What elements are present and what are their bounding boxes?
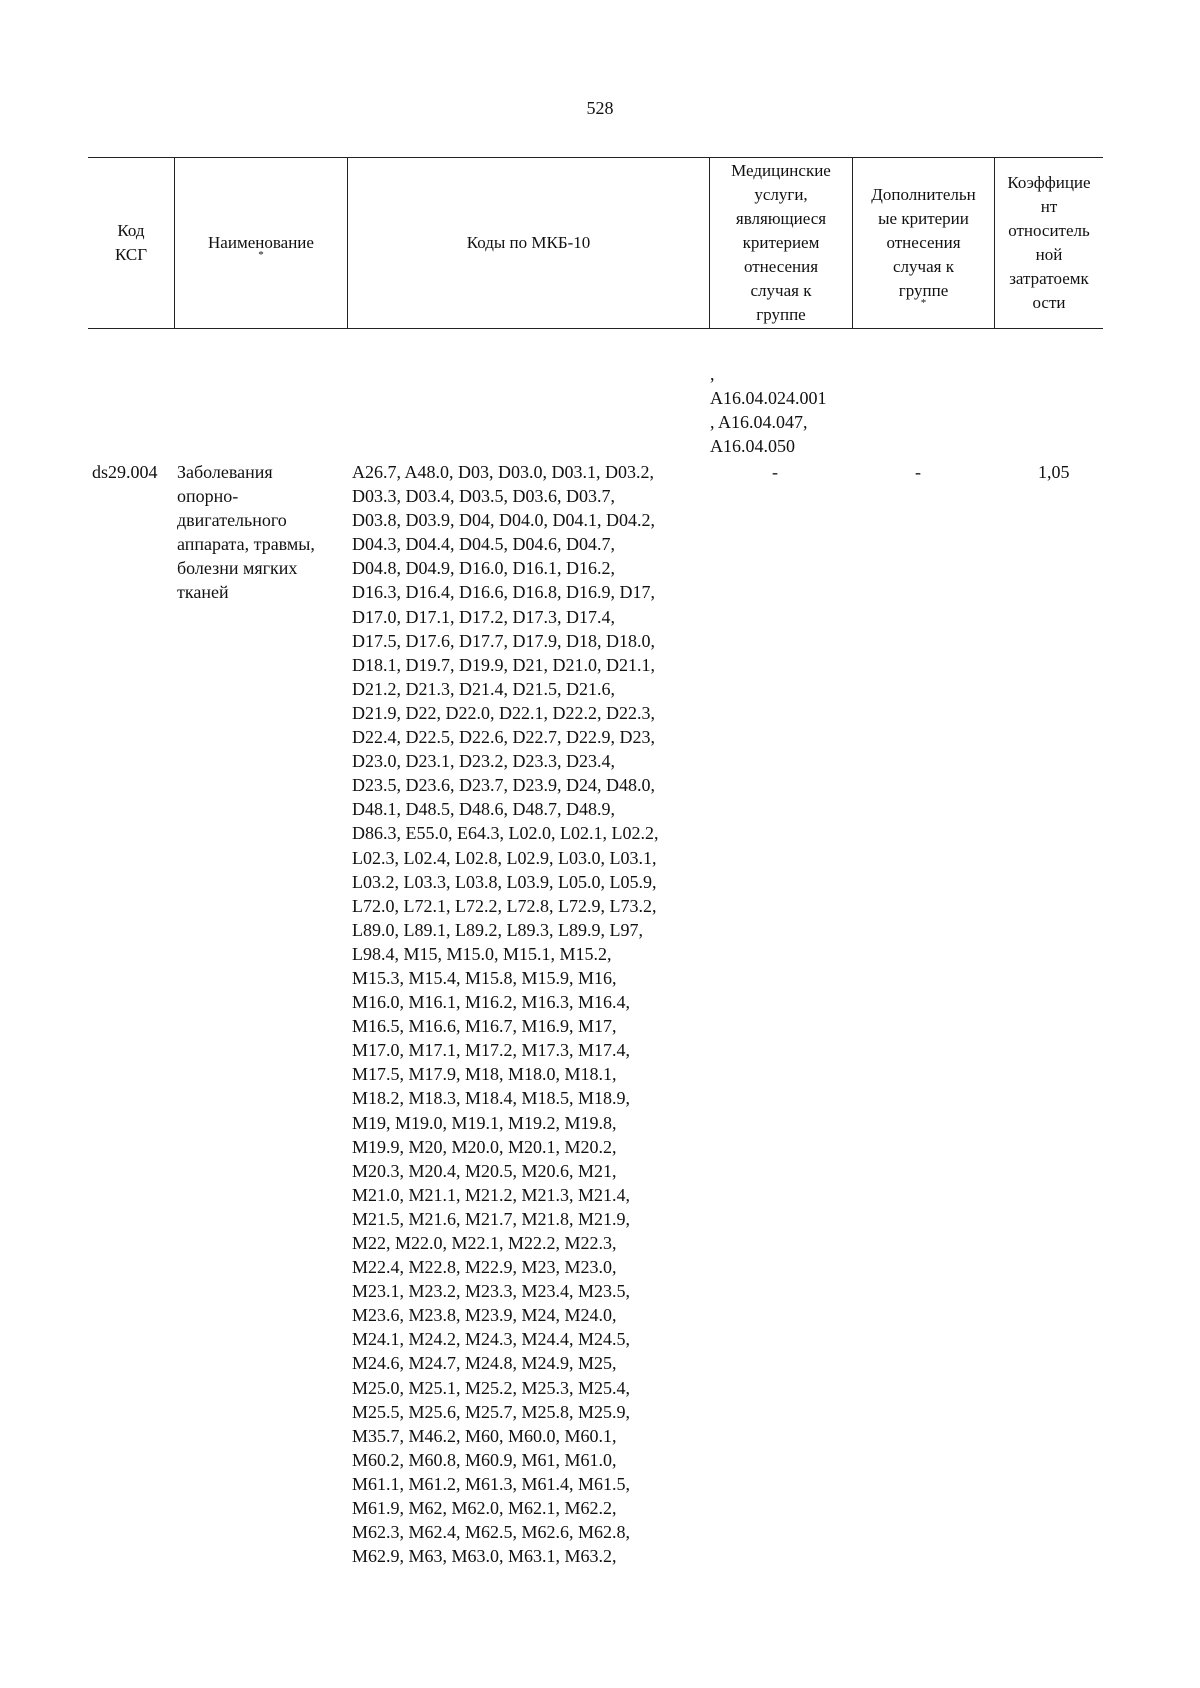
page-number: 528 bbox=[586, 98, 614, 118]
icd10-code-line: M62.3, M62.4, M62.5, M62.6, M62.8, bbox=[352, 1522, 631, 1543]
services-continuation bbox=[710, 362, 827, 458]
icd10-code-line: D03.3, D03.4, D03.5, D03.6, D03.7, bbox=[352, 486, 615, 507]
icd10-code-line: M61.1, M61.2, M61.3, M61.4, M61.5, bbox=[352, 1473, 631, 1494]
header-coefficient-line: ости bbox=[1032, 293, 1066, 312]
row-icd10-codes bbox=[352, 460, 658, 1568]
icd10-code-line: M17.5, M17.9, M18, M18.0, M18.1, bbox=[352, 1064, 617, 1085]
icd10-code-line: M61.9, M62, M62.0, M62.1, M62.2, bbox=[352, 1498, 617, 1519]
icd10-code-line: D23.5, D23.6, D23.7, D23.9, D24, D48.0, bbox=[352, 775, 655, 796]
header-additional-line: ые критерии bbox=[878, 209, 969, 228]
header-coefficient-line: ной bbox=[1035, 245, 1063, 264]
header-services-line: являющиеся bbox=[735, 209, 827, 228]
icd10-code-line: M15.3, M15.4, M15.8, M15.9, M16, bbox=[352, 967, 617, 988]
icd10-code-line: D16.3, D16.4, D16.6, D16.8, D16.9, D17, bbox=[352, 582, 655, 603]
icd10-code-line: M23.1, M23.2, M23.3, M23.4, M23.5, bbox=[352, 1281, 631, 1302]
icd10-code-line: M21.5, M21.6, M21.7, M21.8, M21.9, bbox=[352, 1208, 631, 1229]
icd10-code-line: M60.2, M60.8, M60.9, M61, M61.0, bbox=[352, 1449, 617, 1470]
header-services-line: критерием bbox=[742, 233, 820, 252]
header-services-line: отнесения bbox=[743, 257, 819, 276]
icd10-code-line: M23.6, M23.8, M23.9, M24, M24.0, bbox=[352, 1305, 617, 1326]
row-name-line: Заболевания bbox=[177, 462, 273, 482]
header-coefficient-line: нт bbox=[1040, 197, 1058, 216]
header-name-label: Наименование bbox=[208, 233, 314, 252]
icd10-code-line: M20.3, M20.4, M20.5, M20.6, M21, bbox=[352, 1160, 617, 1181]
header-coefficient-line: Коэффицие bbox=[1007, 173, 1091, 192]
row-name bbox=[177, 460, 315, 605]
row-additional-criteria: - bbox=[915, 462, 921, 482]
row-name-line: опорно- bbox=[177, 486, 239, 507]
icd10-code-line: M25.5, M25.6, M25.7, M25.8, M25.9, bbox=[352, 1401, 631, 1422]
row-services: - bbox=[772, 462, 778, 482]
continuation-line: A16.04.050 bbox=[710, 436, 795, 456]
row-name-line: тканей bbox=[177, 582, 229, 603]
header-additional-line: случая к bbox=[893, 257, 954, 276]
icd10-code-line: D23.0, D23.1, D23.2, D23.3, D23.4, bbox=[352, 751, 615, 772]
row-coefficient: 1,05 bbox=[1038, 462, 1070, 482]
icd10-code-line: M17.0, M17.1, M17.2, M17.3, M17.4, bbox=[352, 1040, 631, 1061]
icd10-code-line: D18.1, D19.7, D19.9, D21, D21.0, D21.1, bbox=[352, 654, 655, 675]
icd10-code-line: M21.0, M21.1, M21.2, M21.3, M21.4, bbox=[352, 1184, 631, 1205]
icd10-code-line: M18.2, M18.3, M18.4, M18.5, M18.9, bbox=[352, 1088, 631, 1109]
header-icd10-label: Коды по МКБ-10 bbox=[466, 233, 591, 252]
icd10-code-line: D86.3, E55.0, E64.3, L02.0, L02.1, L02.2, bbox=[352, 823, 659, 844]
icd10-code-line: D04.3, D04.4, D04.5, D04.6, D04.7, bbox=[352, 534, 615, 555]
icd10-code-line: M25.0, M25.1, M25.2, M25.3, M25.4, bbox=[352, 1377, 631, 1398]
icd10-code-line: L98.4, M15, M15.0, M15.1, M15.2, bbox=[352, 943, 612, 964]
header-coefficient bbox=[994, 158, 1103, 328]
header-code-line: Код bbox=[117, 221, 145, 240]
continuation-line: , A16.04.047, bbox=[710, 412, 808, 432]
icd10-code-line: M22.4, M22.8, M22.9, M23, M23.0, bbox=[352, 1257, 617, 1278]
header-name: Наименование * bbox=[174, 158, 347, 328]
header-services-line: услуги, bbox=[754, 185, 808, 204]
icd10-code-line: M22, M22.0, M22.1, M22.2, M22.3, bbox=[352, 1233, 617, 1253]
icd10-code-line: D03.8, D03.9, D04, D04.0, D04.1, D04.2, bbox=[352, 510, 655, 531]
row-name-line: болезни мягких bbox=[177, 558, 298, 579]
header-coefficient-line: относитель bbox=[1008, 221, 1090, 240]
icd10-code-line: D48.1, D48.5, D48.6, D48.7, D48.9, bbox=[352, 799, 615, 820]
icd10-code-line: M24.6, M24.7, M24.8, M24.9, M25, bbox=[352, 1353, 617, 1374]
icd10-code-line: D17.0, D17.1, D17.2, D17.3, D17.4, bbox=[352, 606, 615, 627]
icd10-code-line: L72.0, L72.1, L72.2, L72.8, L72.9, L73.2, bbox=[352, 895, 657, 916]
icd10-code-line: M16.5, M16.6, M16.7, M16.9, M17, bbox=[352, 1016, 617, 1037]
icd10-code-line: M19, M19.0, M19.1, M19.2, M19.8, bbox=[352, 1112, 617, 1133]
row-name-line: аппарата, травмы, bbox=[177, 534, 315, 555]
icd10-code-line: M24.1, M24.2, M24.3, M24.4, M24.5, bbox=[352, 1329, 631, 1350]
header-additional-criteria: Дополнительн ые критерии отнесения случая к группе * bbox=[852, 158, 994, 328]
icd10-code-line: D04.8, D04.9, D16.0, D16.1, D16.2, bbox=[352, 558, 615, 579]
header-services bbox=[709, 158, 852, 328]
continuation-line: A16.04.024.001 bbox=[710, 388, 827, 408]
icd10-code-line: D17.5, D17.6, D17.7, D17.9, D18, D18.0, bbox=[352, 630, 655, 651]
icd10-code-line: L02.3, L02.4, L02.8, L02.9, L03.0, L03.1, bbox=[352, 847, 657, 868]
row-name-line: двигательного bbox=[177, 510, 287, 531]
icd10-code-line: M19.9, M20, M20.0, M20.1, M20.2, bbox=[352, 1136, 617, 1157]
icd10-code-line: M35.7, M46.2, M60, M60.0, M60.1, bbox=[352, 1425, 617, 1446]
header-additional-line: Дополнительн bbox=[871, 185, 976, 204]
header-additional-line: группе bbox=[898, 281, 949, 300]
header-additional-line: отнесения bbox=[886, 233, 961, 252]
header-code-ksg bbox=[88, 158, 174, 328]
icd10-code-line: D22.4, D22.5, D22.6, D22.7, D22.9, D23, bbox=[352, 727, 655, 748]
header-services-line: группе bbox=[756, 305, 806, 324]
icd10-code-line: M62.9, M63, M63.0, M63.1, M63.2, bbox=[352, 1546, 617, 1567]
header-coefficient-line: затратоемк bbox=[1009, 269, 1089, 288]
icd10-code-line: D21.2, D21.3, D21.4, D21.5, D21.6, bbox=[352, 678, 615, 699]
table-header bbox=[88, 157, 1103, 329]
icd10-code-line: L89.0, L89.1, L89.2, L89.3, L89.9, L97, bbox=[352, 919, 643, 940]
header-services-line: случая к bbox=[750, 281, 812, 300]
header-code-line: КСГ bbox=[114, 245, 148, 264]
icd10-code-line: D21.9, D22, D22.0, D22.1, D22.2, D22.3, bbox=[352, 702, 655, 723]
icd10-code-line: A26.7, A48.0, D03, D03.0, D03.1, D03.2, bbox=[352, 462, 655, 482]
header-icd10 bbox=[347, 158, 709, 328]
icd10-code-line: M16.0, M16.1, M16.2, M16.3, M16.4, bbox=[352, 992, 631, 1013]
continuation-line: , bbox=[710, 364, 715, 384]
header-services-line: Медицинские bbox=[731, 161, 831, 180]
icd10-code-line: L03.2, L03.3, L03.8, L03.9, L05.0, L05.9, bbox=[352, 871, 657, 892]
row-code: ds29.004 bbox=[92, 462, 158, 482]
